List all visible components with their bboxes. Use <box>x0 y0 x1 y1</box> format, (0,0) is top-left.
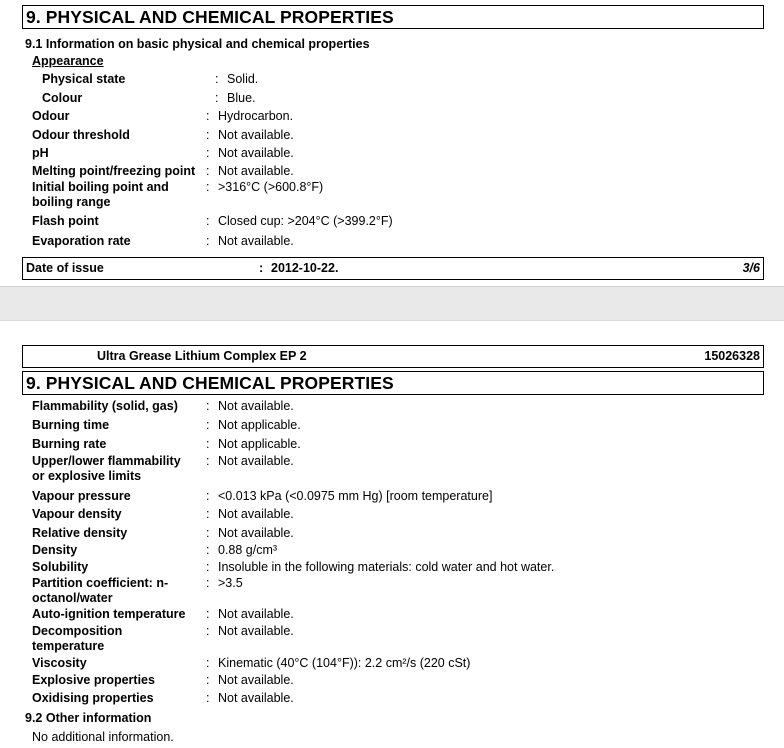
property-label: Density <box>32 543 78 557</box>
colon: : <box>259 261 264 275</box>
property-label: Initial boiling point and boiling range <box>32 180 169 209</box>
colon: : <box>206 234 210 248</box>
property-label: Relative density <box>32 526 128 540</box>
page-footer <box>22 257 764 280</box>
property-label: Upper/lower flammability or explosive limits <box>32 454 181 483</box>
page-header <box>22 345 764 368</box>
product-name: Ultra Grease Lithium Complex EP 2 <box>97 349 307 363</box>
property-label: Burning time <box>32 418 110 432</box>
colon: : <box>206 180 210 194</box>
colon: : <box>206 109 210 123</box>
property-label: pH <box>32 146 49 160</box>
property-label: Vapour pressure <box>32 489 131 503</box>
subsection-9-2-heading: 9.2 Other information <box>25 711 152 725</box>
colon: : <box>206 560 210 574</box>
colon: : <box>206 656 210 670</box>
property-value: Not applicable. <box>218 437 301 451</box>
property-label: Flash point <box>32 214 99 228</box>
property-value: Not available. <box>218 673 294 687</box>
document-page-4 <box>0 320 784 748</box>
property-value: Not available. <box>218 691 294 705</box>
appearance-heading: Appearance <box>32 54 104 68</box>
property-value: Not available. <box>218 624 294 638</box>
colon: : <box>215 91 219 105</box>
colon: : <box>206 164 210 178</box>
colon: : <box>206 673 210 687</box>
property-value: Not available. <box>218 164 294 178</box>
property-value: Not available. <box>218 507 294 521</box>
property-label: Vapour density <box>32 507 122 521</box>
section-9-heading: 9. PHYSICAL AND CHEMICAL PROPERTIES <box>22 371 764 395</box>
date-of-issue-label: Date of issue <box>26 261 104 275</box>
property-label: Odour <box>32 109 70 123</box>
colon: : <box>215 72 219 86</box>
property-value: Blue. <box>227 91 256 105</box>
colon: : <box>206 507 210 521</box>
colon: : <box>206 526 210 540</box>
property-label: Melting point/freezing point <box>32 164 196 178</box>
colon: : <box>206 454 210 468</box>
product-code: 15026328 <box>704 349 760 363</box>
subsection-9-1-heading: 9.1 Information on basic physical and chemical properties <box>25 37 370 51</box>
document-page-3 <box>0 0 784 286</box>
property-value: Not available. <box>218 234 294 248</box>
property-value: <0.013 kPa (<0.0975 mm Hg) [room temperature] <box>218 489 493 503</box>
property-value: Insoluble in the following materials: cold water and hot water. <box>218 560 555 574</box>
property-value: Not available. <box>218 607 294 621</box>
other-info-text: No additional information. <box>32 730 174 744</box>
property-value: Kinematic (40°C (104°F)): 2.2 cm²/s (220 cSt) <box>218 656 471 670</box>
property-value: Not applicable. <box>218 418 301 432</box>
property-value: >316°C (>600.8°F) <box>218 180 324 194</box>
property-value: 0.88 g/cm³ <box>218 543 278 557</box>
property-label: Evaporation rate <box>32 234 131 248</box>
colon: : <box>206 146 210 160</box>
property-value: Closed cup: >204°C (>399.2°F) <box>218 214 393 228</box>
colon: : <box>206 543 210 557</box>
colon: : <box>206 418 210 432</box>
property-label: Oxidising properties <box>32 691 154 705</box>
property-label: Viscosity <box>32 656 87 670</box>
date-of-issue-value: 2012-10-22. <box>271 261 339 275</box>
property-value: Hydrocarbon. <box>218 109 294 123</box>
property-value: >3.5 <box>218 576 243 590</box>
property-value: Not available. <box>218 146 294 160</box>
colon: : <box>206 437 210 451</box>
property-label: Flammability (solid, gas) <box>32 399 178 413</box>
property-value: Not available. <box>218 399 294 413</box>
property-label: Physical state <box>42 72 126 86</box>
colon: : <box>206 691 210 705</box>
property-label: Colour <box>42 91 83 105</box>
property-value: Not available. <box>218 526 294 540</box>
colon: : <box>206 607 210 621</box>
property-value: Not available. <box>218 454 294 468</box>
property-label: Partition coefficient: n-octanol/water <box>32 576 169 605</box>
property-value: Not available. <box>218 128 294 142</box>
colon: : <box>206 576 210 590</box>
property-value: Solid. <box>227 72 259 86</box>
property-label: Auto-ignition temperature <box>32 607 186 621</box>
colon: : <box>206 489 210 503</box>
section-9-heading: 9. PHYSICAL AND CHEMICAL PROPERTIES <box>22 5 764 29</box>
property-label: Solubility <box>32 560 89 574</box>
property-label: Explosive properties <box>32 673 155 687</box>
property-label: Burning rate <box>32 437 107 451</box>
colon: : <box>206 214 210 228</box>
page-number: 3/6 <box>742 261 760 275</box>
colon: : <box>206 128 210 142</box>
page-separator <box>0 286 784 321</box>
colon: : <box>206 399 210 413</box>
property-label: Odour threshold <box>32 128 130 142</box>
property-label: Decomposition temperature <box>32 624 123 653</box>
colon: : <box>206 624 210 638</box>
